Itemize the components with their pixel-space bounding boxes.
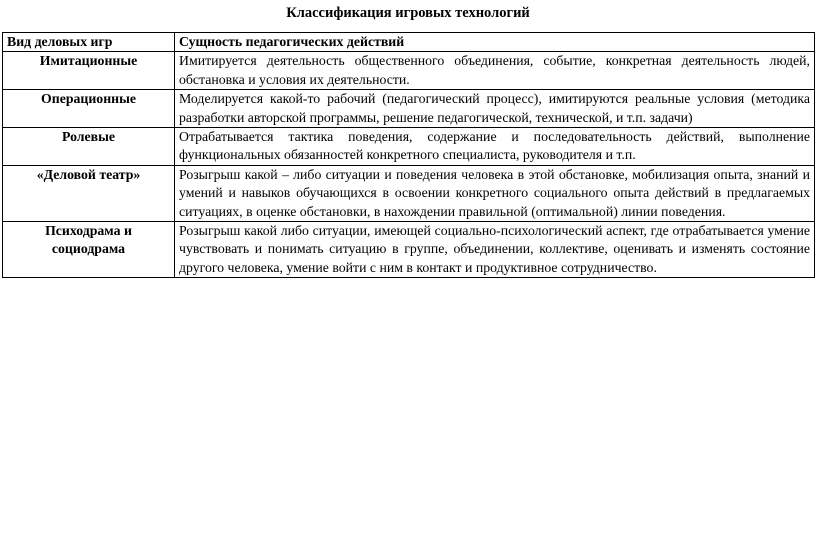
game-type-cell: Имитационные bbox=[3, 52, 175, 90]
table-row bbox=[3, 128, 815, 166]
table-header-row bbox=[3, 33, 815, 52]
description-cell: Моделируется какой-то рабочий (педагогический процесс), имитируются реальные условия (методика разработки авторской программы, решение педагогической, технической, и т.п. задачи) bbox=[175, 90, 815, 128]
table-row bbox=[3, 52, 815, 90]
game-type-cell: Операционные bbox=[3, 90, 175, 128]
description-cell: Отрабатывается тактика поведения, содержание и последовательность действий, выполнение функциональных обязанностей конкретного специалиста, руководителя и т.п. bbox=[175, 128, 815, 166]
description-cell: Розыгрыш какой либо ситуации, имеющей социально-психологический аспект, где отрабатывается умение чувствовать и понимать ситуацию в группе, объединении, коллективе, оценивать и изменять состояние другого человека, умение войти с ним в контакт и продуктивное сотрудничество. bbox=[175, 222, 815, 278]
game-type-cell: «Деловой театр» bbox=[3, 165, 175, 221]
description-cell: Розыгрыш какой – либо ситуации и поведения человека в этой обстановке, мобилизация опыта, знаний и умений и навыков обучающихся в освоении конкретного социального опыта действий в предлагаемых ситуациях, в оценке обстановки, в нахождении правильной (оптимальной) линии поведения. bbox=[175, 165, 815, 221]
table-row bbox=[3, 222, 815, 278]
classification-table bbox=[2, 32, 815, 278]
game-type-cell: Ролевые bbox=[3, 128, 175, 166]
game-type-cell: Психодрама и социодрама bbox=[3, 222, 175, 278]
table-row bbox=[3, 90, 815, 128]
column-header-game-type: Вид деловых игр bbox=[3, 33, 175, 52]
page-title: Классификация игровых технологий bbox=[286, 5, 530, 21]
column-header-essence: Сущность педагогических действий bbox=[175, 33, 815, 52]
table-row bbox=[3, 165, 815, 221]
description-cell: Имитируется деятельность общественного объединения, событие, конкретная деятельность людей, обстановка и условия их деятельности. bbox=[175, 52, 815, 90]
